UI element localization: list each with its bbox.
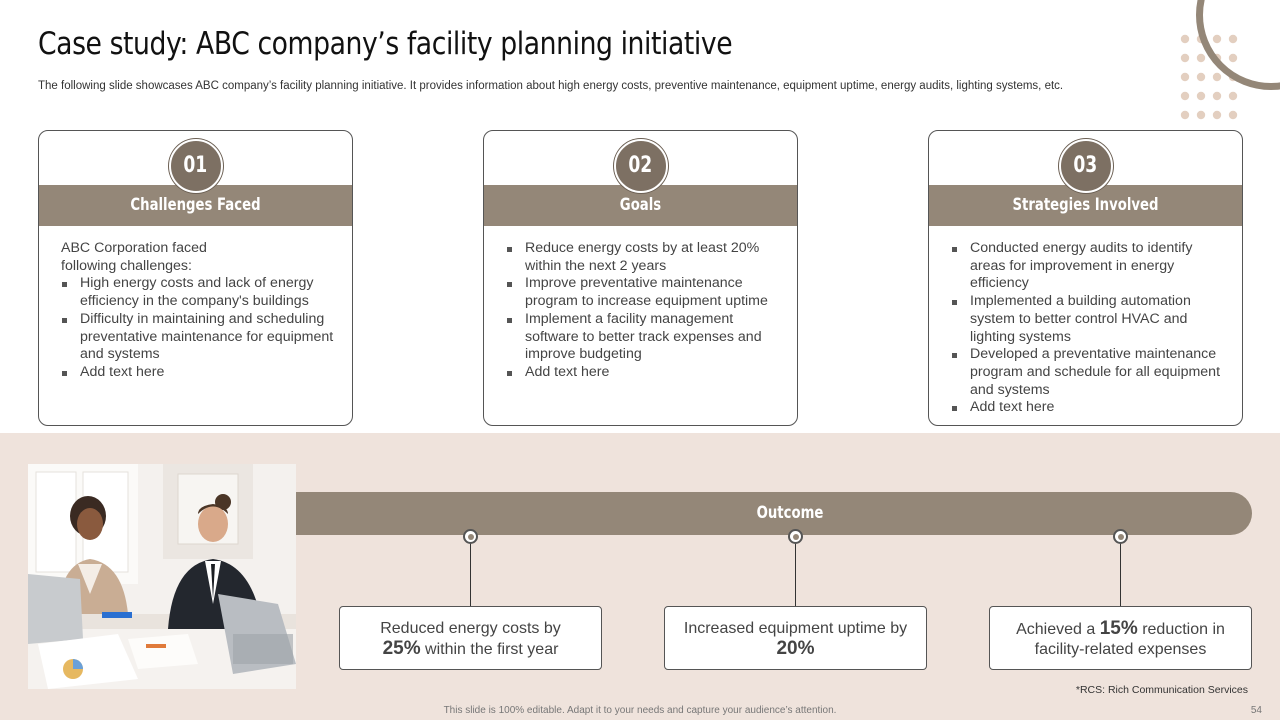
timeline-node [1113, 529, 1128, 544]
card-body [61, 240, 334, 382]
outcome-highlight: 20% [776, 638, 815, 659]
connector-line [1120, 542, 1121, 606]
slide-subtitle: The following slide showcases ABC company’s facility planning initiative. It provides information about high energy costs, preventive maintenance, equipment uptime, energy audits, lighting systems, etc. [38, 80, 1064, 92]
outcome-box [664, 606, 927, 670]
card-intro-line: ABC Corporation faced [61, 240, 207, 256]
card-strategies [928, 130, 1243, 426]
list-item: Implemented a building automation system to better control HVAC and lighting systems [951, 293, 1224, 346]
page-number: 54 [1250, 705, 1262, 716]
list-item: Reduce energy costs by at least 20% within the next 2 years [506, 240, 779, 275]
card-body [506, 240, 779, 382]
outcome-text: Increased equipment uptime by [683, 620, 908, 637]
card-heading: Strategies Involved [1012, 195, 1159, 215]
card-intro-line: following challenges: [61, 257, 192, 274]
outcome-highlight: 15% [1099, 618, 1138, 639]
card-heading: Goals [619, 195, 662, 215]
card-goals [483, 130, 798, 426]
list-item: High energy costs and lack of energy efficiency in the company's buildings [61, 275, 334, 310]
list-item: Developed a preventative maintenance program and schedule for all equipment and systems [951, 346, 1224, 399]
business-meeting-photo [28, 464, 296, 689]
card-number-badge: 02 [614, 139, 668, 193]
list-item: Improve preventative maintenance program to increase equipment uptime [506, 275, 779, 310]
outcome-box [339, 606, 602, 670]
footer-text: This slide is 100% editable. Adapt it to your needs and capture your audience’s attention. [443, 705, 837, 716]
timeline-node [788, 529, 803, 544]
outcome-text: within the first year [425, 641, 559, 658]
card-challenges [38, 130, 353, 426]
list-item: Add text here [506, 364, 779, 382]
list-item: Add text here [61, 364, 334, 382]
outcome-highlight: 25% [382, 638, 421, 659]
card-body [951, 240, 1224, 417]
outcome-label: Outcome [756, 503, 824, 523]
outcome-text: Reduced energy costs by [380, 620, 561, 637]
outcome-text: reduction in facility-related expenses [1034, 621, 1225, 658]
card-heading: Challenges Faced [130, 195, 261, 215]
card-number-badge: 01 [169, 139, 223, 193]
list-item: Difficulty in maintaining and scheduling preventative maintenance for equipment and systems [61, 311, 334, 364]
list-item: Conducted energy audits to identify areas for improvement in energy efficiency [951, 240, 1224, 293]
list-item: Implement a facility management software to better track expenses and improve budgeting [506, 311, 779, 364]
card-number-badge: 03 [1059, 139, 1113, 193]
connector-line [795, 542, 796, 606]
slide-title: Case study: ABC company’s facility planning initiative [38, 26, 733, 62]
timeline-node [463, 529, 478, 544]
rcs-note: *RCS: Rich Communication Services [1075, 684, 1248, 696]
outcome-text: Achieved a [1016, 621, 1096, 638]
connector-line [470, 542, 471, 606]
outcome-box [989, 606, 1252, 670]
list-item: Add text here [951, 399, 1224, 417]
